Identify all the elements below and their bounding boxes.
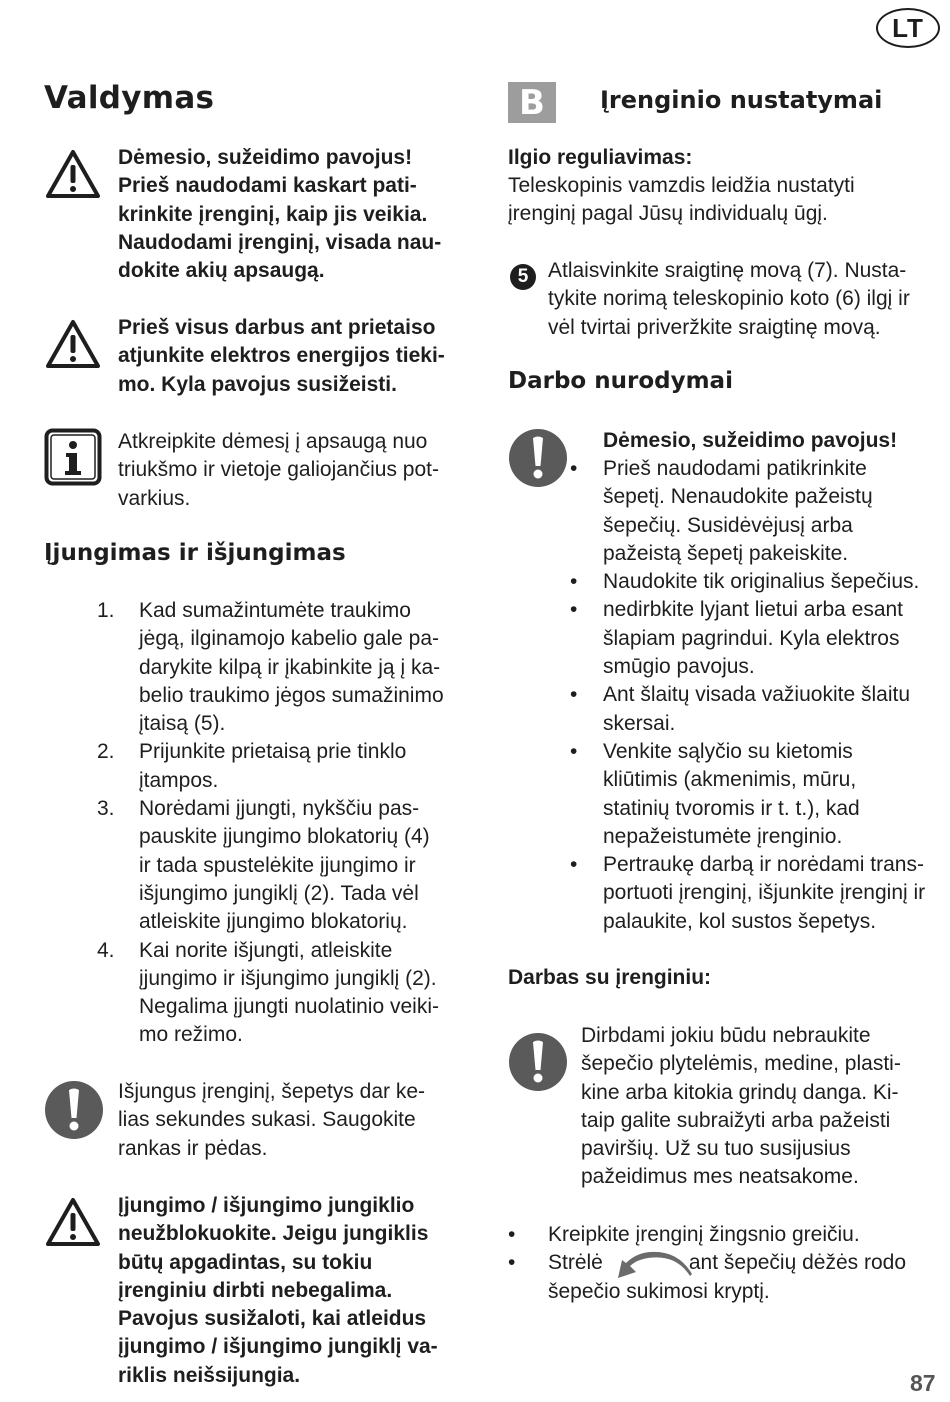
caution-floor-surfaces: Dirbdami jokiu būdu nebraukite šepečio plytelėmis, medine, plasti- kine arba kitokia grindų danga. Ki- taip galite subraižyti arba pažeisti paviršių. Už su tuo susijusius pažeidimus mes neatsakome. xyxy=(581,1024,901,1189)
step-number: 2. xyxy=(97,740,115,764)
step-text: Prijunkite prietaisą prie tinklo įtampos. xyxy=(139,740,407,792)
info-icon xyxy=(44,428,102,486)
info-noise-protection: Atkreipkite dėmesį į apsaugą nuo triukšmo ir vietoje galiojančius pot- varkius. xyxy=(118,430,439,510)
list-item: • Pertraukę darbą ir norėdami trans- portuoti įrenginį, išjunkite įrenginį ir palaukite, kol sustos šepetys. xyxy=(570,851,948,936)
language-badge: LT xyxy=(876,8,940,48)
caution-list xyxy=(570,455,948,936)
step-text: Kad sumažintumėte traukimo jėgą, ilginamojo kabelio gale pa- darykite kilpą ir įkabinkite ją į ka- belio traukimo jėgos sumažinimo įtaisą (5). xyxy=(139,599,444,736)
list-item xyxy=(97,597,487,738)
section-heading-work-instructions: Darbo nurodymai xyxy=(508,368,733,394)
warning-triangle-icon xyxy=(44,148,102,200)
caution-injury-heading: Dėmesio, sužeidimo pavojus! xyxy=(603,429,898,452)
figure-5-marker-icon: 5 xyxy=(510,264,536,290)
warning-eye-protection: Dėmesio, sužeidimo pavojus! Prieš naudodami kaskart pati- krinkite įrenginį, kaip jis veikia. Naudodami įrenginį, visada nau- dokite akių apsaugą. xyxy=(118,146,442,283)
caution-exclamation-icon xyxy=(508,428,568,488)
list-item xyxy=(97,738,487,795)
warning-switch-lock: Įjungimo / išjungimo jungiklio neužblokuokite. Jeigu jungiklis būtų apgadintas, su tokiu įrenginiu dirbti nebegalima. Pavojus susižaloti, kai atleidus įjungimo / išjungimo jungiklį va- riklis neišsijungia. xyxy=(118,1194,438,1387)
caution-exclamation-icon xyxy=(44,1080,104,1140)
list-item: • Ant šlaitų visada važiuokite šlaitu skersai. xyxy=(570,681,948,738)
step-number: 3. xyxy=(97,797,115,821)
list-item: • Venkite sąlyčio su kietomis kliūtimis (akmenimis, mūru, statinių tvoromis ir t. t.), kad nepažeistumėte įrenginio. xyxy=(570,738,948,851)
warning-triangle-icon xyxy=(44,1196,102,1248)
page-number: 87 xyxy=(910,1370,936,1396)
length-adjustment-heading: Ilgio reguliavimas: xyxy=(508,146,693,169)
bullet-arrow-direction: šepečio sukimosi kryptį. xyxy=(548,1279,770,1303)
length-adjustment-text: Teleskopinis vamzdis leidžia nustatyti įrenginį pagal Jūsų individualų ūgį. xyxy=(508,174,855,226)
telescope-step-text: Atlaisvinkite sraigtinę movą (7). Nusta- tykite norimą teleskopinio koto (6) ilgį ir vėl tvirtai priveržkite sraigtinę movą. xyxy=(548,259,910,339)
step-text: Kai norite išjungti, atleiskite įjungimo ir išjungimo jungiklį (2). Negalima įjungti nuolatinio veiki- mo režimo. xyxy=(139,938,439,1047)
rotation-arrow-icon xyxy=(614,1250,694,1282)
bullet-walking-speed: Kreipkite įrenginį žingsnio greičiu. xyxy=(548,1223,860,1246)
list-item xyxy=(97,795,487,936)
caution-brush-rotates: Išjungus įrenginį, šepetys dar ke- lias sekundes sukasi. Saugokite rankas ir pėdas. xyxy=(118,1080,425,1160)
section-letter-box: B xyxy=(508,82,556,123)
step-text: Norėdami įjungti, nykščiu pas- pauskite įjungimo blokatorių (4) ir tada spustelėkite įjungimo ir išjungimo jungiklį (2). Tada vėl atleiskite įjungimo blokatorių. xyxy=(139,797,430,934)
list-item xyxy=(97,937,487,1050)
bullet-arrow-rest: ant šepečių dėžės rodo xyxy=(688,1251,907,1275)
usage-bullets xyxy=(508,1221,943,1306)
step-number: 1. xyxy=(97,599,115,622)
bullet-arrow-label: Strėlė xyxy=(548,1251,603,1275)
list-item xyxy=(508,1249,943,1306)
step-number: 4. xyxy=(97,938,115,962)
caution-exclamation-icon xyxy=(508,1032,568,1092)
list-item: • Naudokite tik originalius šepečius. xyxy=(570,568,948,596)
section-heading-on-off: Įjungimas ir išjungimas xyxy=(44,540,346,566)
device-work-heading: Darbas su įrenginiu: xyxy=(508,966,712,989)
page-title: Valdymas xyxy=(44,80,215,116)
warning-triangle-icon xyxy=(44,318,102,370)
list-item xyxy=(508,1221,943,1249)
warning-disconnect-power: Prieš visus darbus ant prietaiso atjunkite elektros energijos tieki- mo. Kyla pavojus susižeisti. xyxy=(118,316,445,396)
section-heading-settings: Įrenginio nustatymai xyxy=(600,86,883,114)
list-item: • Prieš naudodami patikrinkite šepetį. Nenaudokite pažeistų šepečių. Susidėvėjusį arba pažeistą šepetį pakeiskite. xyxy=(570,455,948,568)
on-off-steps xyxy=(97,597,487,1050)
list-item: • nedirbkite lyjant lietui arba esant šlapiam pagrindui. Kyla elektros smūgio pavojus. xyxy=(570,596,948,681)
